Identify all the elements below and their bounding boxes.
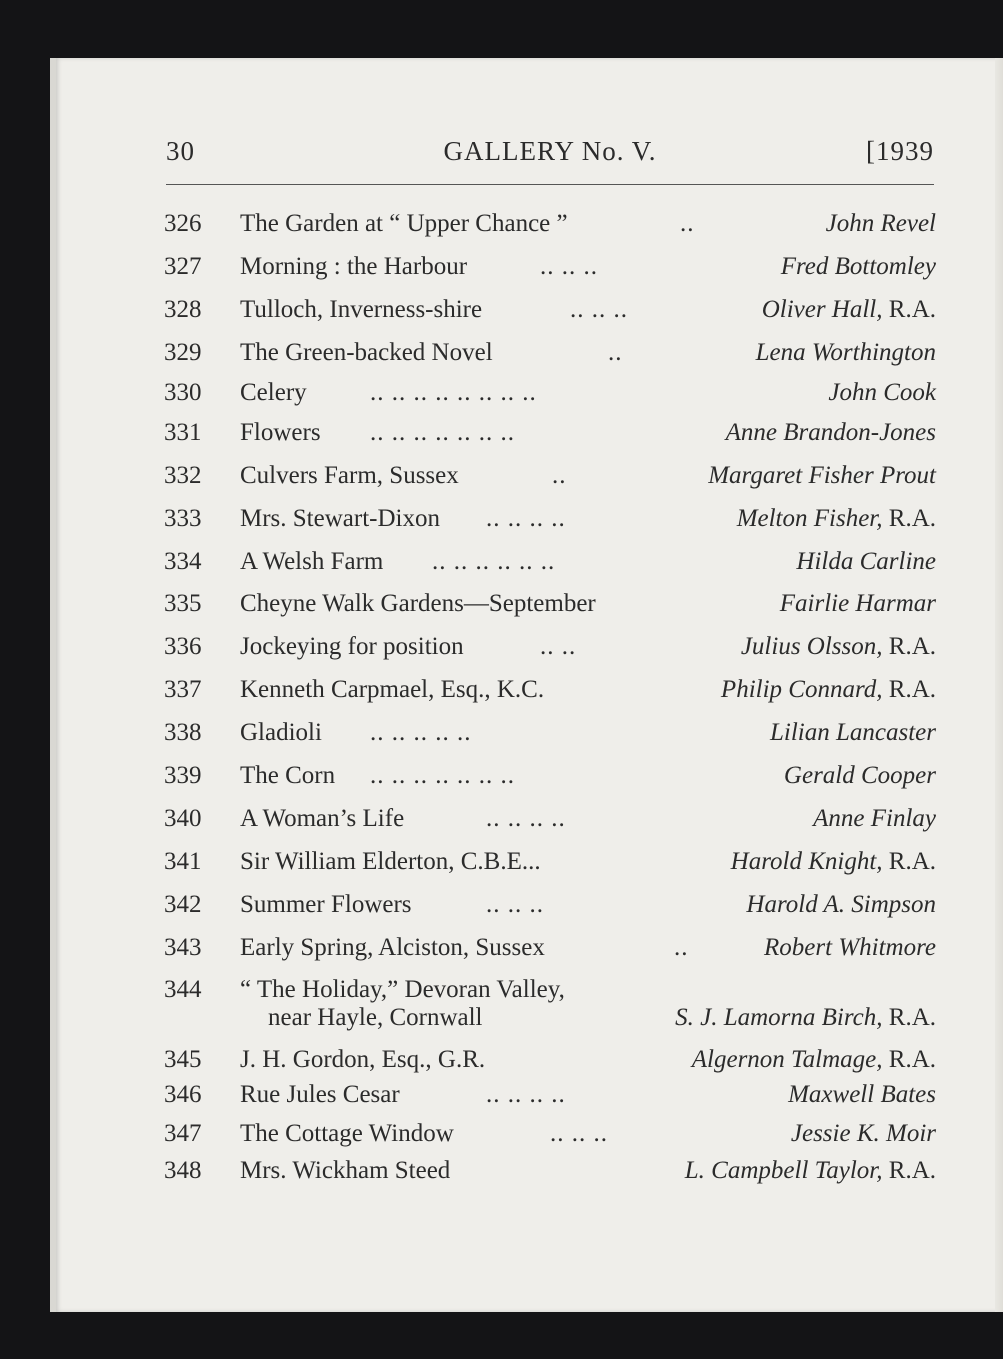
catalogue-entry bbox=[164, 1079, 936, 1111]
entry-title: Gladioli bbox=[240, 719, 322, 746]
entry-number: 337 bbox=[164, 676, 202, 703]
catalogue-entry bbox=[164, 417, 936, 449]
entry-number: 341 bbox=[164, 848, 202, 875]
entry-title: Morning : the Harbour bbox=[240, 253, 468, 280]
entry-artist bbox=[796, 546, 936, 578]
entry-title: Summer Flowers bbox=[240, 891, 412, 918]
entry-title: The Cottage Window bbox=[240, 1120, 454, 1147]
entry-artist bbox=[770, 717, 936, 749]
artist-name: Melton Fisher, bbox=[736, 505, 883, 532]
catalogue-entry bbox=[164, 1044, 936, 1076]
entry-number: 335 bbox=[164, 590, 202, 617]
entry-title: Cheyne Walk Gardens—September bbox=[240, 590, 596, 617]
artist-name: Oliver Hall, bbox=[761, 296, 883, 323]
catalogue-entry bbox=[164, 1118, 936, 1150]
artist-name: Maxwell Bates bbox=[788, 1081, 936, 1108]
artist-name: Fred Bottomley bbox=[780, 253, 936, 280]
catalogue-entry bbox=[164, 208, 936, 240]
artist-name: Robert Whitmore bbox=[764, 934, 936, 961]
entry-artist bbox=[726, 417, 936, 449]
entry-artist bbox=[675, 1002, 936, 1034]
artist-honorific: R.A. bbox=[882, 1004, 936, 1031]
entry-title: A Welsh Farm bbox=[240, 548, 384, 575]
entry-title: Mrs. Stewart-Dixon bbox=[240, 505, 440, 532]
artist-honorific: R.A. bbox=[882, 505, 936, 532]
entry-number: 326 bbox=[164, 210, 202, 237]
page-number: 30 bbox=[166, 136, 195, 166]
entry-artist bbox=[756, 337, 936, 369]
entry-title-continued: near Hayle, Cornwall bbox=[268, 1004, 483, 1031]
entry-artist bbox=[784, 760, 936, 792]
artist-name: Algernon Talmage, bbox=[691, 1046, 883, 1073]
entry-artist bbox=[828, 377, 936, 409]
catalogue-page bbox=[50, 58, 1003, 1312]
catalogue-entry bbox=[164, 932, 936, 964]
catalogue-entry bbox=[164, 674, 936, 706]
artist-honorific: R.A. bbox=[882, 1157, 936, 1184]
leader-dots: .. .. bbox=[540, 633, 577, 660]
artist-name: John Cook bbox=[828, 379, 936, 406]
entry-artist bbox=[788, 1079, 936, 1111]
artist-name: Harold Knight, bbox=[730, 848, 883, 875]
catalogue-entry bbox=[164, 803, 936, 835]
entry-title: Early Spring, Alciston, Sussex bbox=[240, 934, 545, 961]
entry-number: 344 bbox=[164, 976, 202, 1003]
leader-dots: .. .. .. .. bbox=[486, 505, 566, 532]
entry-artist bbox=[692, 1044, 936, 1076]
artist-honorific: R.A. bbox=[882, 1046, 936, 1073]
header-rule bbox=[166, 184, 934, 185]
entry-number: 347 bbox=[164, 1120, 202, 1147]
entry-number: 331 bbox=[164, 419, 202, 446]
artist-honorific: R.A. bbox=[882, 296, 936, 323]
leader-dots: .. .. .. bbox=[540, 253, 598, 280]
entry-title: Mrs. Wickham Steed bbox=[240, 1157, 451, 1184]
entry-artist bbox=[708, 460, 936, 492]
entry-artist bbox=[731, 846, 936, 878]
entry-number: 340 bbox=[164, 805, 202, 832]
entry-title: Sir William Elderton, C.B.E... bbox=[240, 848, 541, 875]
artist-name: Anne Brandon-Jones bbox=[725, 419, 936, 446]
artist-name: S. J. Lamorna Birch, bbox=[675, 1004, 883, 1031]
artist-name: John Revel bbox=[825, 210, 936, 237]
entry-artist bbox=[764, 932, 936, 964]
leader-dots: .. .. .. .. .. .. .. bbox=[370, 419, 515, 446]
leader-dots: .. .. .. bbox=[570, 296, 628, 323]
entry-number: 338 bbox=[164, 719, 202, 746]
entry-number: 329 bbox=[164, 339, 202, 366]
entry-title: Flowers bbox=[240, 419, 321, 446]
entry-title: Celery bbox=[240, 379, 307, 406]
catalogue-entry bbox=[164, 631, 936, 663]
leader-dots: .. .. .. bbox=[486, 891, 544, 918]
catalogue-entry bbox=[164, 460, 936, 492]
entry-artist bbox=[762, 294, 936, 326]
entry-title: Culvers Farm, Sussex bbox=[240, 462, 459, 489]
entry-number: 346 bbox=[164, 1081, 202, 1108]
entry-artist bbox=[781, 251, 936, 283]
catalogue-entry bbox=[164, 588, 936, 620]
entry-title: A Woman’s Life bbox=[240, 805, 405, 832]
gallery-title: GALLERY No. V. bbox=[443, 136, 657, 166]
artist-name: Philip Connard, bbox=[720, 676, 883, 703]
catalogue-entry bbox=[164, 377, 936, 409]
entry-number: 334 bbox=[164, 548, 202, 575]
entry-title: The Garden at “ Upper Chance ” bbox=[240, 210, 568, 237]
artist-name: Margaret Fisher Prout bbox=[708, 462, 936, 489]
entry-title: Rue Jules Cesar bbox=[240, 1081, 400, 1108]
entry-number: 327 bbox=[164, 253, 202, 280]
catalogue-entry bbox=[164, 503, 936, 535]
leader-dots: .. .. .. .. bbox=[486, 805, 566, 832]
entry-artist bbox=[813, 803, 936, 835]
entry-number: 330 bbox=[164, 379, 202, 406]
entry-artist bbox=[737, 503, 936, 535]
leader-dots: .. bbox=[552, 462, 567, 489]
artist-honorific: R.A. bbox=[882, 633, 936, 660]
page-edge bbox=[995, 58, 1003, 1312]
artist-name: Lilian Lancaster bbox=[770, 719, 936, 746]
artist-name: Hilda Carline bbox=[796, 548, 936, 575]
entry-title: “ The Holiday,” Devoran Valley, bbox=[240, 976, 565, 1003]
catalogue-entry bbox=[164, 974, 936, 1031]
entry-artist bbox=[791, 1118, 936, 1150]
entry-number: 332 bbox=[164, 462, 202, 489]
catalogue-entry bbox=[164, 846, 936, 878]
leader-dots: .. bbox=[608, 339, 623, 366]
leader-dots: .. bbox=[674, 934, 689, 961]
leader-dots: .. .. .. .. .. bbox=[370, 719, 472, 746]
entry-number: 342 bbox=[164, 891, 202, 918]
artist-name: Lena Worthington bbox=[755, 339, 936, 366]
artist-name: L. Campbell Taylor, bbox=[684, 1157, 883, 1184]
leader-dots: .. .. .. .. .. .. bbox=[432, 548, 556, 575]
entry-number: 328 bbox=[164, 296, 202, 323]
artist-honorific: R.A. bbox=[882, 848, 936, 875]
entry-artist bbox=[741, 631, 936, 663]
entry-title: Jockeying for position bbox=[240, 633, 464, 660]
leader-dots: .. .. .. .. .. .. .. .. bbox=[370, 379, 537, 406]
entry-artist bbox=[826, 208, 936, 240]
entry-artist bbox=[721, 674, 936, 706]
artist-name: Anne Finlay bbox=[813, 805, 936, 832]
entry-title: Tulloch, Inverness-shire bbox=[240, 296, 483, 323]
year-label: [1939 bbox=[866, 136, 934, 166]
entry-number: 348 bbox=[164, 1157, 202, 1184]
entry-number: 333 bbox=[164, 505, 202, 532]
catalogue-entry bbox=[164, 1155, 936, 1187]
entry-number: 345 bbox=[164, 1046, 202, 1073]
catalogue-entry bbox=[164, 251, 936, 283]
leader-dots: .. bbox=[680, 210, 695, 237]
entry-title: The Green-backed Novel bbox=[240, 339, 493, 366]
catalogue-entry bbox=[164, 546, 936, 578]
catalogue-entry bbox=[164, 760, 936, 792]
entry-number: 336 bbox=[164, 633, 202, 660]
leader-dots: .. .. .. .. .. .. .. bbox=[370, 762, 515, 789]
entry-title: Kenneth Carpmael, Esq., K.C. bbox=[240, 676, 545, 703]
entry-title: J. H. Gordon, Esq., G.R. bbox=[240, 1046, 486, 1073]
artist-name: Julius Olsson, bbox=[740, 633, 883, 660]
artist-name: Jessie K. Moir bbox=[790, 1120, 936, 1147]
entry-number: 339 bbox=[164, 762, 202, 789]
catalogue-entry bbox=[164, 889, 936, 921]
artist-name: Fairlie Harmar bbox=[779, 590, 936, 617]
leader-dots: .. .. .. bbox=[550, 1120, 608, 1147]
leader-dots: .. .. .. .. bbox=[486, 1081, 566, 1108]
page-header bbox=[166, 136, 934, 176]
artist-name: Gerald Cooper bbox=[783, 762, 936, 789]
entry-artist bbox=[746, 889, 936, 921]
catalogue-entry bbox=[164, 294, 936, 326]
catalogue-entry bbox=[164, 717, 936, 749]
entry-title: The Corn bbox=[240, 762, 336, 789]
entry-artist bbox=[780, 588, 936, 620]
catalogue-entry bbox=[164, 337, 936, 369]
entry-number: 343 bbox=[164, 934, 202, 961]
artist-honorific: R.A. bbox=[882, 676, 936, 703]
entry-artist bbox=[685, 1155, 936, 1187]
artist-name: Harold A. Simpson bbox=[746, 891, 936, 918]
